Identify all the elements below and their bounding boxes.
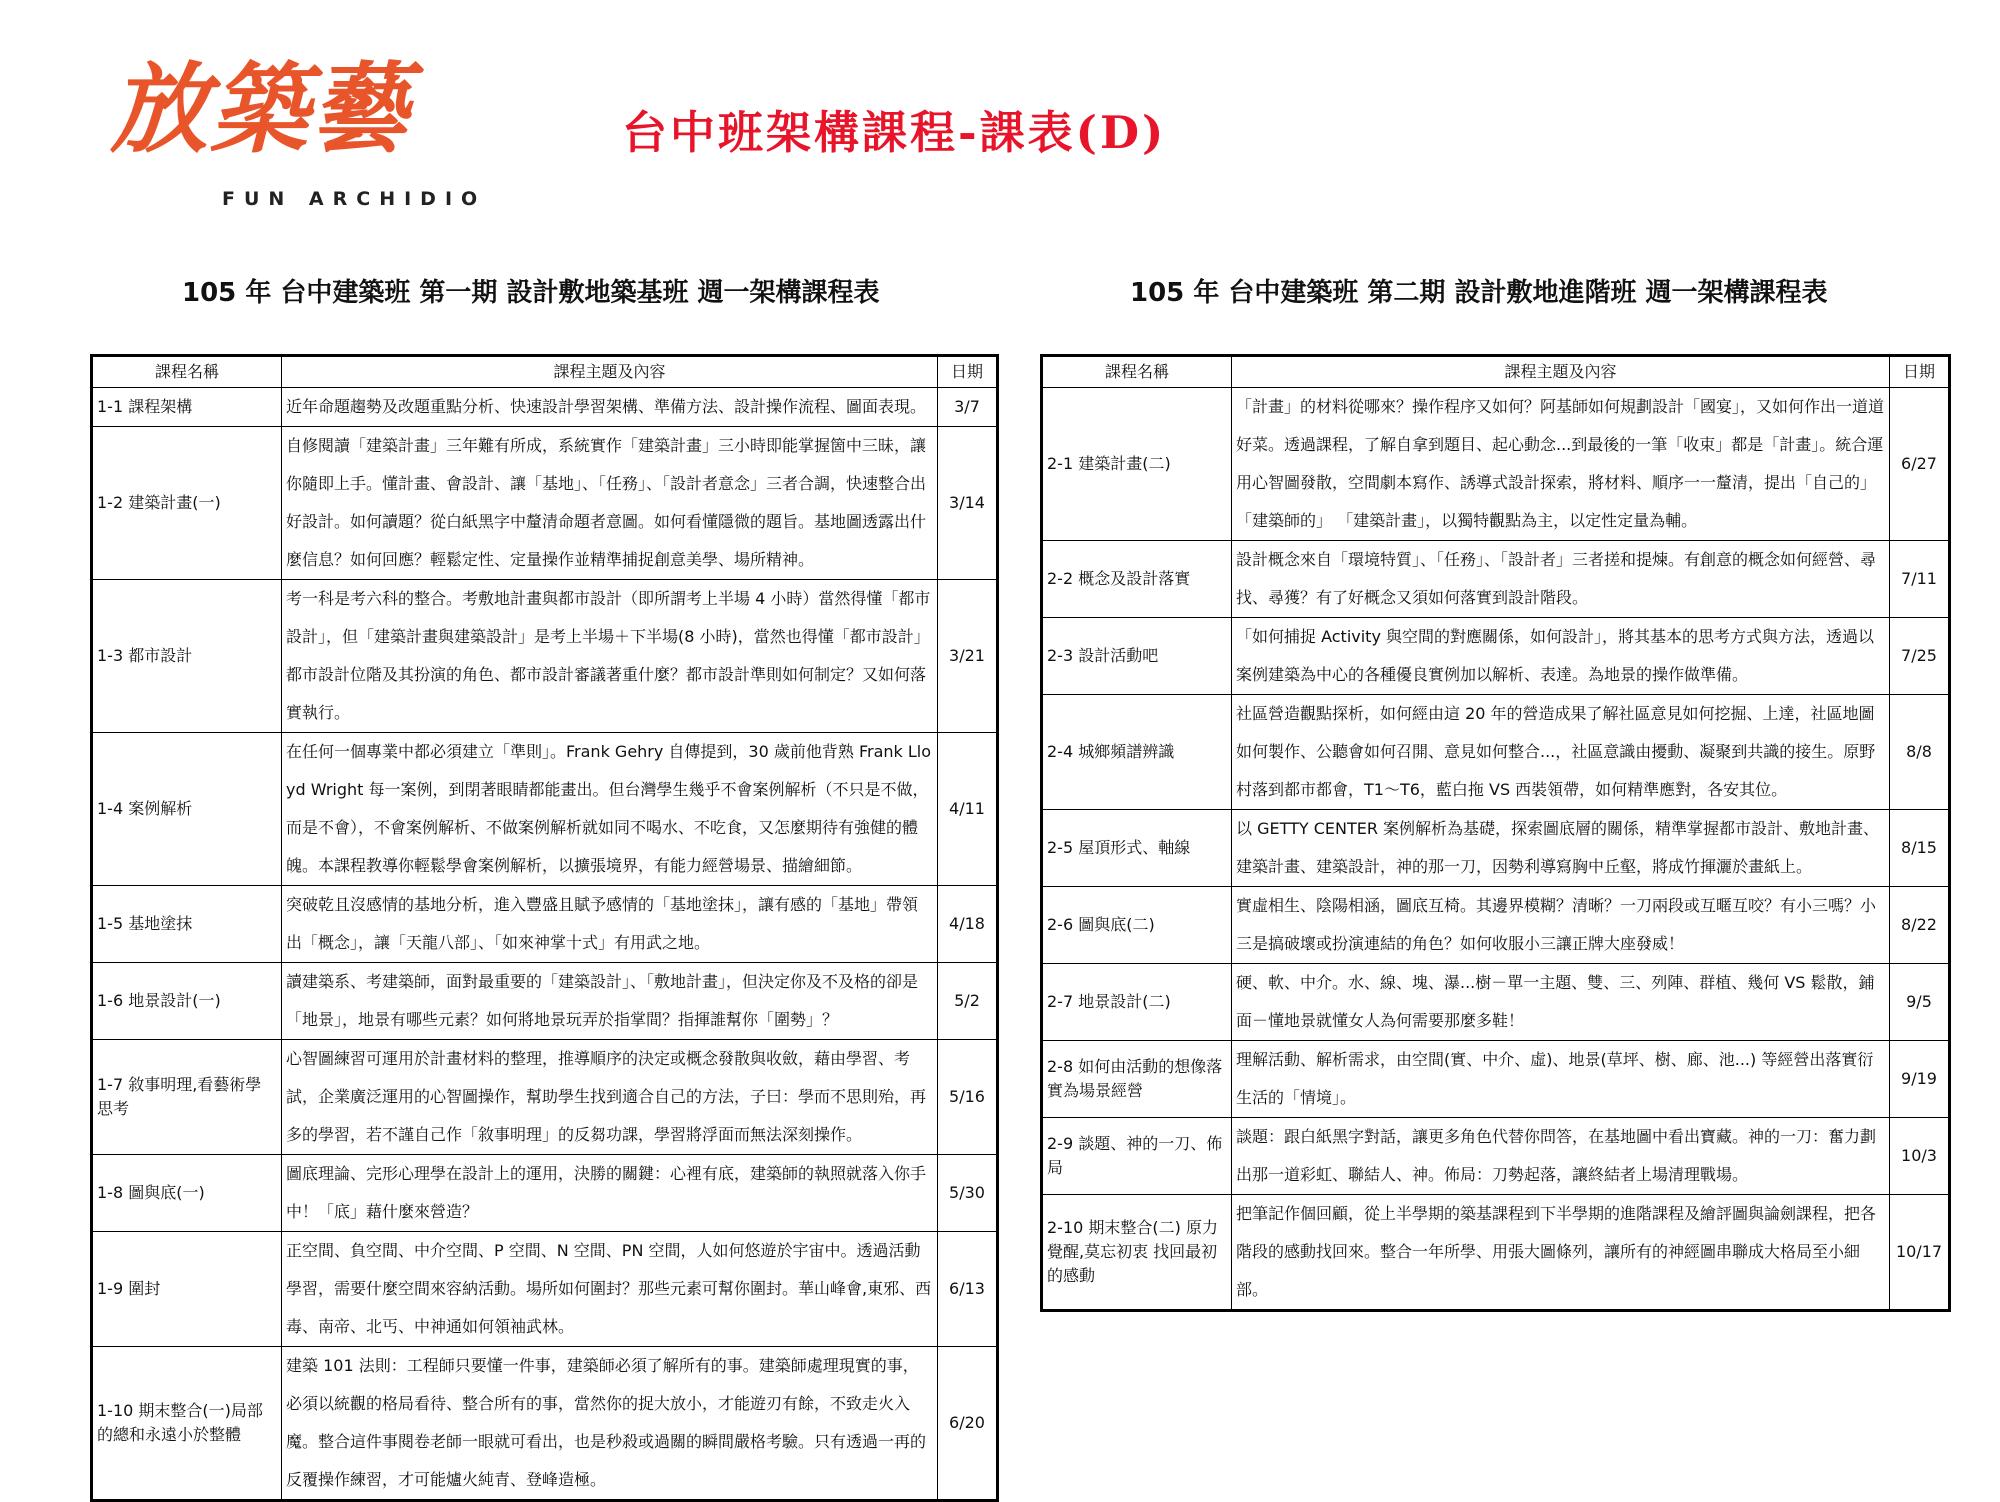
logo-english: FUN ARCHIDIO bbox=[222, 188, 487, 210]
course-name-cell: 2-4 城鄉頻譜辨識 bbox=[1042, 695, 1232, 810]
table-row bbox=[1042, 964, 1950, 1041]
table-row bbox=[92, 1040, 998, 1155]
course-date-cell: 6/27 bbox=[1890, 388, 1950, 541]
table-header-row bbox=[1042, 356, 1950, 388]
header-course-name: 課程名稱 bbox=[92, 356, 282, 388]
logo bbox=[110, 50, 490, 220]
table-row bbox=[1042, 388, 1950, 541]
table-row bbox=[92, 427, 998, 580]
course-date-cell: 10/3 bbox=[1890, 1118, 1950, 1195]
table-row bbox=[1042, 618, 1950, 695]
header-date: 日期 bbox=[938, 356, 998, 388]
course-date-cell: 6/20 bbox=[938, 1347, 998, 1501]
course-date-cell: 4/18 bbox=[938, 886, 998, 963]
course-name-cell: 1-3 都市設計 bbox=[92, 580, 282, 733]
table-row bbox=[1042, 1041, 1950, 1118]
table-row bbox=[1042, 541, 1950, 618]
course-date-cell: 7/11 bbox=[1890, 541, 1950, 618]
course-name-cell: 1-2 建築計畫(一) bbox=[92, 427, 282, 580]
course-content-cell: 近年命題趨勢及改題重點分析、快速設計學習架構、準備方法、設計操作流程、圖面表現。 bbox=[282, 388, 938, 427]
left-schedule-table bbox=[90, 354, 999, 1502]
left-table-title: 105 年 台中建築班 第一期 設計敷地築基班 週一架構課程表 bbox=[182, 278, 880, 308]
course-date-cell: 7/25 bbox=[1890, 618, 1950, 695]
course-content-cell: 心智圖練習可運用於計畫材料的整理，推導順序的決定或概念發散與收斂，藉由學習、考試，企業廣泛運用的心智圖操作，幫助學生找到適合自己的方法，子曰：學而不思則殆，再多的學習，若不謹自己作「敘事明理」的反芻功課，學習將浮面而無法深刻操作。 bbox=[282, 1040, 938, 1155]
course-date-cell: 9/5 bbox=[1890, 964, 1950, 1041]
course-date-cell: 8/15 bbox=[1890, 810, 1950, 887]
course-content-cell: 理解活動、解析需求，由空間(實、中介、虛)、地景(草坪、樹、廊、池...) 等經營出落實衍生活的「情境」。 bbox=[1232, 1041, 1890, 1118]
course-content-cell: 突破乾且沒感情的基地分析，進入豐盛且賦予感情的「基地塗抹」，讓有感的「基地」帶領出「概念」，讓「天龍八部」、「如來神掌十式」有用武之地。 bbox=[282, 886, 938, 963]
logo-chinese: 放築藝 bbox=[110, 52, 411, 167]
table-row bbox=[92, 733, 998, 886]
table-row bbox=[92, 1232, 998, 1347]
course-name-cell: 2-6 圖與底(二) bbox=[1042, 887, 1232, 964]
course-content-cell: 實虛相生、陰陽相涵，圖底互椅。其邊界模糊？清晰？一刀兩段或互暱互咬？有小三嗎？小三是搞破壞或扮演連結的角色？如何收服小三讓正牌大座發威！ bbox=[1232, 887, 1890, 964]
course-date-cell: 4/11 bbox=[938, 733, 998, 886]
course-content-cell: 硬、軟、中介。水、線、塊、瀑...樹－單一主題、雙、三、列陣、群植、幾何 VS 鬆散，鋪面－懂地景就懂女人為何需要那麼多鞋！ bbox=[1232, 964, 1890, 1041]
table-row bbox=[1042, 887, 1950, 964]
course-date-cell: 9/19 bbox=[1890, 1041, 1950, 1118]
course-date-cell: 8/8 bbox=[1890, 695, 1950, 810]
table-row bbox=[92, 388, 998, 427]
course-content-cell: 「計畫」的材料從哪來？操作程序又如何？阿基師如何規劃設計「國宴」，又如何作出一道道好菜。透過課程，了解自拿到題目、起心動念...到最後的一筆「收束」都是「計畫」。統合運用心智圖發散，空間劇本寫作、誘導式設計探索，將材料、順序一一釐清，提出「自己的」「建築師的」 「建築計畫」，以獨特觀點為主，以定性定量為輔。 bbox=[1232, 388, 1890, 541]
course-date-cell: 6/13 bbox=[938, 1232, 998, 1347]
course-content-cell: 自修閱讀「建築計畫」三年難有所成，系統實作「建築計畫」三小時即能掌握箇中三昧，讓你隨即上手。懂計畫、會設計、讓「基地」、「任務」、「設計者意念」三者合調，快速整合出好設計。如何讀題？從白紙黑字中釐清命題者意圖。如何看懂隱微的題旨。基地圖透露出什麼信息？如何回應？輕鬆定性、定量操作並精準捕捉創意美學、場所精神。 bbox=[282, 427, 938, 580]
course-name-cell: 2-8 如何由活動的想像落實為場景經營 bbox=[1042, 1041, 1232, 1118]
course-name-cell: 1-6 地景設計(一) bbox=[92, 963, 282, 1040]
table-row bbox=[1042, 695, 1950, 810]
table-row bbox=[92, 1347, 998, 1501]
course-name-cell: 1-7 敘事明理,看藝術學思考 bbox=[92, 1040, 282, 1155]
course-content-cell: 在任何一個專業中都必須建立「準則」。Frank Gehry 自傳提到，30 歲前他背熟 Frank Lloyd Wright 每一案例，到閉著眼睛都能畫出。但台灣學生幾乎不會案例解析（不只是不做，而是不會），不會案例解析、不做案例解析就如同不喝水、不吃食，又怎麼期待有強健的體魄。本課程教導你輕鬆學會案例解析，以擴張境界，有能力經營場景、描繪細節。 bbox=[282, 733, 938, 886]
course-content-cell: 以 GETTY CENTER 案例解析為基礎，探索圖底層的關係，精準掌握都市設計、敷地計畫、建築計畫、建築設計，神的那一刀，因勢利導寫胸中丘壑，將成竹揮灑於畫紙上。 bbox=[1232, 810, 1890, 887]
table-header-row bbox=[92, 356, 998, 388]
course-date-cell: 8/22 bbox=[1890, 887, 1950, 964]
header-course-content: 課程主題及內容 bbox=[282, 356, 938, 388]
course-name-cell: 1-9 圍封 bbox=[92, 1232, 282, 1347]
table-row bbox=[92, 886, 998, 963]
right-table-title: 105 年 台中建築班 第二期 設計敷地進階班 週一架構課程表 bbox=[1130, 278, 1828, 308]
table-row bbox=[92, 963, 998, 1040]
course-content-cell: 建築 101 法則：工程師只要懂一件事，建築師必須了解所有的事。建築師處理現實的事，必須以統觀的格局看待、整合所有的事，當然你的捉大放小，才能遊刃有餘，不致走火入魔。整合這件事閱卷老師一眼就可看出，也是秒殺或過關的瞬間嚴格考驗。只有透過一再的反覆操作練習，才可能爐火純青、登峰造極。 bbox=[282, 1347, 938, 1501]
course-name-cell: 2-5 屋頂形式、軸線 bbox=[1042, 810, 1232, 887]
right-schedule-table bbox=[1040, 354, 1951, 1312]
course-date-cell: 3/21 bbox=[938, 580, 998, 733]
table-row bbox=[1042, 810, 1950, 887]
header-course-name: 課程名稱 bbox=[1042, 356, 1232, 388]
table-row bbox=[1042, 1195, 1950, 1311]
table-row bbox=[1042, 1118, 1950, 1195]
course-date-cell: 3/14 bbox=[938, 427, 998, 580]
course-name-cell: 1-5 基地塗抹 bbox=[92, 886, 282, 963]
course-content-cell: 考一科是考六科的整合。考敷地計畫與都市設計（即所謂考上半場 4 小時）當然得懂「都市設計」，但「建築計畫與建築設計」是考上半場＋下半場(8 小時)，當然也得懂「都市設計」都市設計位階及其扮演的角色、都市設計審議著重什麼？都市設計準則如何制定？又如何落實執行。 bbox=[282, 580, 938, 733]
table-row bbox=[92, 580, 998, 733]
course-name-cell: 2-9 談題、神的一刀、佈局 bbox=[1042, 1118, 1232, 1195]
course-content-cell: 社區營造觀點探析，如何經由這 20 年的營造成果了解社區意見如何挖掘、上達，社區地圖如何製作、公聽會如何召開、意見如何整合...，社區意識由擾動、凝聚到共識的接生。原野村落到都市都會，T1～T6，藍白拖 VS 西裝領帶，如何精準應對，各安其位。 bbox=[1232, 695, 1890, 810]
course-content-cell: 設計概念來自「環境特質」、「任務」、「設計者」三者搓和提煉。有創意的概念如何經營、尋找、尋獲？有了好概念又須如何落實到設計階段。 bbox=[1232, 541, 1890, 618]
course-name-cell: 2-1 建築計畫(二) bbox=[1042, 388, 1232, 541]
course-name-cell: 1-10 期末整合(一)局部的總和永遠小於整體 bbox=[92, 1347, 282, 1501]
table-row bbox=[92, 1155, 998, 1232]
course-date-cell: 10/17 bbox=[1890, 1195, 1950, 1311]
course-content-cell: 「如何捕捉 Activity 與空間的對應關係，如何設計」，將其基本的思考方式與方法，透過以案例建築為中心的各種優良實例加以解析、表達。為地景的操作做準備。 bbox=[1232, 618, 1890, 695]
course-name-cell: 2-7 地景設計(二) bbox=[1042, 964, 1232, 1041]
course-date-cell: 5/2 bbox=[938, 963, 998, 1040]
course-name-cell: 1-1 課程架構 bbox=[92, 388, 282, 427]
header-course-content: 課程主題及內容 bbox=[1232, 356, 1890, 388]
course-date-cell: 3/7 bbox=[938, 388, 998, 427]
course-name-cell: 1-8 圖與底(一) bbox=[92, 1155, 282, 1232]
header-date: 日期 bbox=[1890, 356, 1950, 388]
course-name-cell: 2-10 期末整合(二) 原力覺醒,莫忘初衷 找回最初的感動 bbox=[1042, 1195, 1232, 1311]
course-name-cell: 2-3 設計活動吧 bbox=[1042, 618, 1232, 695]
course-name-cell: 2-2 概念及設計落實 bbox=[1042, 541, 1232, 618]
course-content-cell: 讀建築系、考建築師，面對最重要的「建築設計」、「敷地計畫」，但決定你及不及格的卻是「地景」，地景有哪些元素？如何將地景玩弄於指掌間？指揮誰幫你「圍勢」？ bbox=[282, 963, 938, 1040]
course-content-cell: 把筆記作個回顧，從上半學期的築基課程到下半學期的進階課程及繪評圖與論劍課程，把各階段的感動找回來。整合一年所學、用張大圖條列，讓所有的神經圖串聯成大格局至小細部。 bbox=[1232, 1195, 1890, 1311]
course-date-cell: 5/30 bbox=[938, 1155, 998, 1232]
course-content-cell: 正空間、負空間、中介空間、P 空間、N 空間、PN 空間，人如何悠遊於宇宙中。透過活動學習，需要什麼空間來容納活動。場所如何圍封？那些元素可幫你圍封。華山峰會,東邪、西毒、南帝、北丐、中神通如何領袖武林。 bbox=[282, 1232, 938, 1347]
page-title: 台中班架構課程-課表(D) bbox=[622, 106, 1167, 159]
course-date-cell: 5/16 bbox=[938, 1040, 998, 1155]
course-name-cell: 1-4 案例解析 bbox=[92, 733, 282, 886]
course-content-cell: 圖底理論、完形心理學在設計上的運用，決勝的關鍵：心裡有底，建築師的執照就落入你手中！「底」藉什麼來營造？ bbox=[282, 1155, 938, 1232]
course-content-cell: 談題：跟白紙黑字對話，讓更多角色代替你問答，在基地圖中看出寶藏。神的一刀：奮力劃出那一道彩虹、聯結人、神。佈局：刀勢起落，讓終結者上場清理戰場。 bbox=[1232, 1118, 1890, 1195]
